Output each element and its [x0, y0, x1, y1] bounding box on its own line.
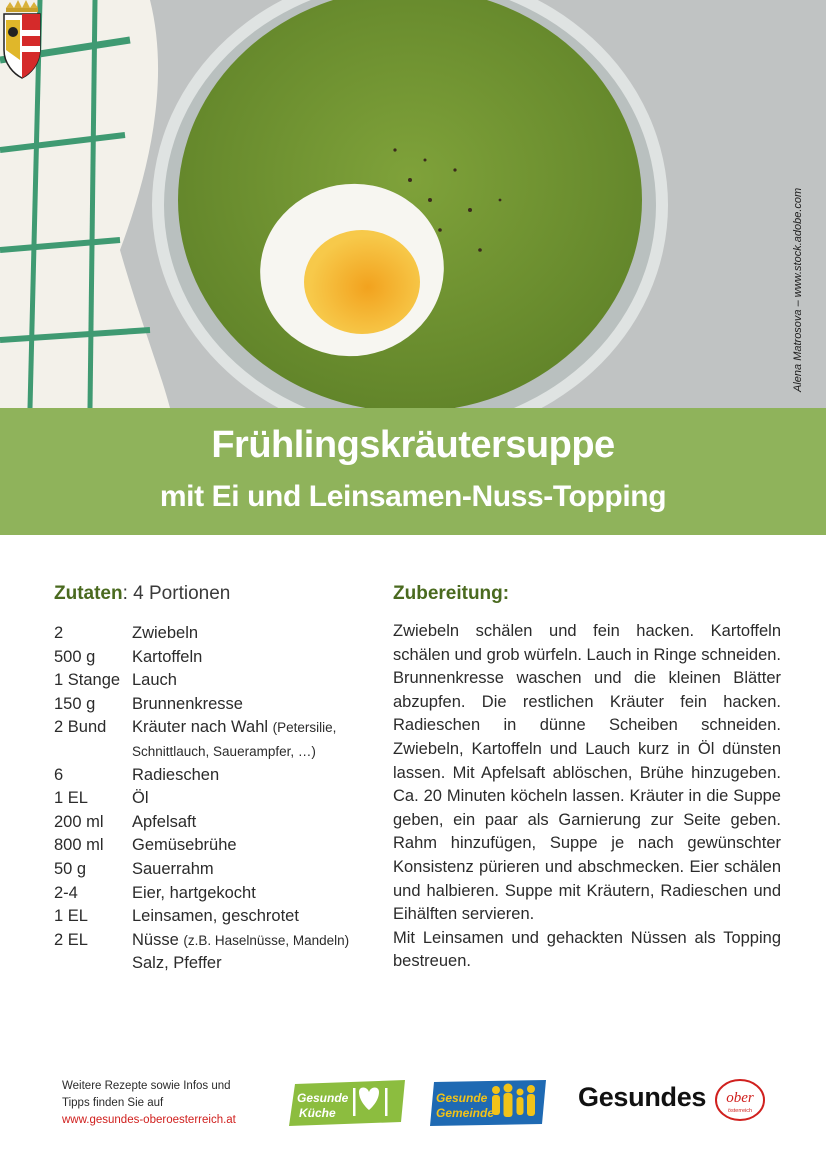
recipe-subtitle: mit Ei und Leinsamen-Nuss-Topping	[159, 480, 667, 513]
ingredient-name-text: Radieschen	[132, 765, 220, 784]
oberoesterreich-logo	[713, 1078, 767, 1122]
ingredient-name-text: Leinsamen, geschrotet	[132, 907, 299, 926]
ingredient-quantity: 200 ml	[54, 812, 104, 831]
ingredient-name	[132, 834, 384, 858]
ingredient-row	[54, 622, 384, 646]
title-band	[0, 408, 826, 535]
logo-ober-text: ober	[726, 1090, 754, 1106]
ingredient-row	[54, 740, 384, 764]
ingredient-row	[54, 716, 384, 740]
ingredient-name	[132, 740, 384, 764]
ingredient-quantity: 2 EL	[54, 930, 88, 949]
soup-bowl-illustration	[0, 0, 826, 408]
ingredient-name	[132, 952, 384, 976]
ingredient-quantity: 150 g	[54, 694, 96, 713]
coat-of-arms-icon	[0, 0, 44, 80]
website-link[interactable]: www.gesundes-oberoesterreich.at	[62, 1114, 236, 1126]
ingredient-quantity: 2-4	[54, 883, 78, 902]
ingredient-quantity	[54, 740, 132, 764]
ingredient-name-text: Sauerrahm	[132, 859, 214, 878]
logo-kueche-line2: Küche	[299, 1106, 336, 1120]
ingredient-name-text: Zwiebeln	[132, 624, 199, 642]
ingredient-name-text: Eier, hartgekocht	[132, 883, 256, 902]
ingredient-name-text: Apfelsaft	[132, 812, 197, 831]
preparation-heading: Zubereitung:	[393, 583, 510, 604]
ingredient-name	[132, 669, 384, 693]
ingredient-note: (Petersilie,	[272, 720, 337, 736]
ingredient-quantity: 800 ml	[54, 836, 104, 855]
ingredient-name	[132, 811, 384, 835]
ingredient-row	[54, 905, 384, 929]
ingredient-name	[132, 693, 384, 717]
footer-info	[62, 1078, 236, 1129]
ingredient-name-text: Kräuter nach Wahl	[132, 718, 273, 737]
ingredient-quantity: 50 g	[54, 859, 87, 878]
ingredient-name	[132, 905, 384, 929]
gesunde-gemeinde-logo	[430, 1080, 546, 1126]
ingredient-row	[54, 693, 384, 717]
ingredient-row	[54, 764, 384, 788]
ingredient-row	[54, 669, 384, 693]
ingredient-quantity: 2 Bund	[54, 718, 107, 737]
recipe-title: Frühlingskräutersuppe	[211, 424, 615, 466]
ingredient-quantity: 1 EL	[54, 789, 88, 808]
ingredient-row	[54, 834, 384, 858]
preparation-paragraph-topping: Mit Leinsamen und gehackten Nüssen als Topping bestreuen.	[393, 928, 781, 971]
ingredient-name	[132, 646, 384, 670]
ingredient-note: (z.B. Haselnüsse, Mandeln)	[183, 932, 350, 948]
ingredient-row	[54, 929, 384, 953]
ingredient-row	[54, 858, 384, 882]
preparation-text	[393, 620, 781, 974]
hero-photo	[0, 0, 826, 408]
logo-oesterreich-text: österreich	[727, 1108, 753, 1114]
portions-text: : 4 Portionen	[122, 583, 231, 604]
gesunde-kueche-logo	[289, 1080, 407, 1126]
ingredient-row	[54, 882, 384, 906]
ingredient-quantity: 1 Stange	[54, 671, 121, 690]
ingredient-name-text: Kartoffeln	[132, 647, 203, 666]
ingredient-name-text: Brunnenkresse	[132, 694, 243, 713]
photo-credit: Alena Matrosova – www.stock.adobe.com	[792, 187, 804, 392]
ingredient-row	[54, 811, 384, 835]
ingredients-heading	[54, 583, 230, 605]
ingredient-name	[132, 787, 384, 811]
ingredient-name-text: Salz, Pfeffer	[132, 954, 222, 973]
ingredient-name-text: Gemüsebrühe	[132, 836, 237, 855]
ingredient-quantity: 2	[54, 624, 64, 642]
ingredient-name-text: Lauch	[132, 671, 177, 690]
logo-gemeinde-line1: Gesunde	[436, 1091, 488, 1105]
ingredient-name	[132, 882, 384, 906]
ingredient-row	[54, 646, 384, 670]
footer-info-line: Tipps finden Sie auf	[62, 1097, 164, 1109]
ingredient-name	[132, 764, 384, 788]
ingredients-list	[54, 622, 384, 976]
footer-info-line: Weitere Rezepte sowie Infos und	[62, 1080, 231, 1092]
ingredient-row	[54, 952, 384, 976]
ingredient-quantity	[54, 952, 132, 976]
ingredient-quantity: 500 g	[54, 647, 96, 666]
ingredient-name-text: Öl	[132, 789, 149, 808]
logo-gemeinde-line2: Gemeinde	[436, 1106, 495, 1120]
gesundes-logo-text: Gesundes	[578, 1082, 707, 1112]
ingredient-row	[54, 787, 384, 811]
ingredient-name	[132, 929, 384, 953]
ingredient-name	[132, 716, 384, 740]
preparation-paragraph: Zwiebeln schälen und fein hacken. Kartoffeln schälen und grob würfeln. Lauch in Ringe schneiden. Brunnenkresse waschen und die kleinen Blätter abzupfen. Die restlichen Kräuter fein hacken. Radieschen in dünne Scheiben schneiden. Zwiebeln, Kartoffeln und Lauch kurz in Öl dünsten lassen. Mit Apfelsaft ablöschen, Brühe hinzugeben. Ca. 20 Minuten köcheln lassen. Kräuter in die Suppe geben, ein paar als Garnierung zur Seite geben. Rahm hinzufügen, Suppe je nach gewünschter Konsistenz pürieren und abschmecken. Eier schälen und halbieren. Suppe mit Kräutern, Radieschen und Eihälften servieren.	[393, 622, 782, 924]
ingredients-label: Zutaten	[54, 583, 123, 604]
ingredient-quantity: 6	[54, 765, 64, 784]
ingredient-name	[132, 622, 384, 646]
logo-kueche-line1: Gesunde	[297, 1091, 349, 1105]
ingredient-name	[132, 858, 384, 882]
ingredient-note: Schnittlauch, Sauerampfer, …)	[132, 743, 316, 759]
ingredient-quantity: 1 EL	[54, 907, 88, 926]
ingredient-name-text: Nüsse	[132, 930, 184, 949]
